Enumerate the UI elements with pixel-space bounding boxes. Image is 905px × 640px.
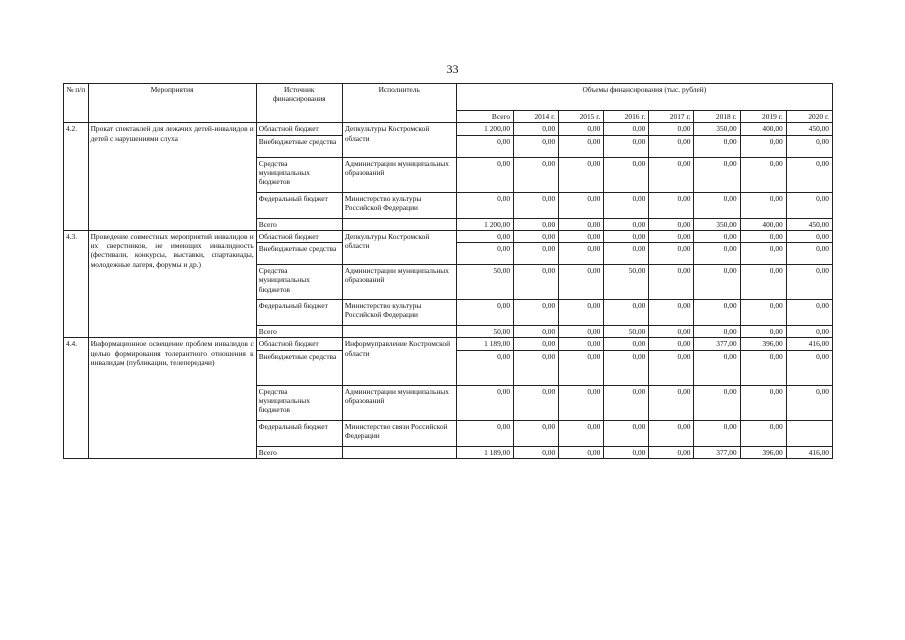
value-year: 450,00 <box>786 218 832 230</box>
value-year: 0,00 <box>740 326 786 338</box>
funding-source: Средства муниципальных бюджетов <box>256 385 342 420</box>
value-year: 50,00 <box>604 326 649 338</box>
value-year: 0,00 <box>649 385 694 420</box>
header-year: 2019 г. <box>740 111 786 123</box>
value-year: 0,00 <box>740 350 786 385</box>
value-year: 350,00 <box>694 218 740 230</box>
value-year: 0,00 <box>559 350 604 385</box>
funding-source: Областной бюджет <box>256 338 342 350</box>
funding-source: Средства муниципальных бюджетов <box>256 157 342 192</box>
section-event: Информационное освещение проблем инвалидов с целью формирования толерантного отношения к инвалидам (публикации, телепередачи) <box>88 338 256 459</box>
funding-source: Федеральный бюджет <box>256 300 342 326</box>
value-year: 377,00 <box>694 338 740 350</box>
header-year: 2017 г. <box>649 111 694 123</box>
value-year: 0,00 <box>514 218 559 230</box>
value-year: 0,00 <box>559 230 604 242</box>
executor: Администрации муниципальных образований <box>342 265 456 300</box>
value-year: 0,00 <box>694 385 740 420</box>
value-total: 0,00 <box>456 135 513 157</box>
value-year: 0,00 <box>514 192 559 218</box>
value-total: 0,00 <box>456 192 513 218</box>
funding-source: Всего <box>256 326 342 338</box>
value-year: 0,00 <box>649 446 694 458</box>
value-total: 50,00 <box>456 265 513 300</box>
value-total: 50,00 <box>456 326 513 338</box>
value-year: 0,00 <box>694 243 740 265</box>
value-year: 0,00 <box>694 420 740 446</box>
value-year: 450,00 <box>786 123 832 135</box>
executor: Министерство связи Российской Федерации <box>342 420 456 446</box>
value-year: 0,00 <box>649 350 694 385</box>
value-year: 0,00 <box>559 300 604 326</box>
value-year: 0,00 <box>786 192 832 218</box>
funding-source: Внебюджетные средства <box>256 135 342 157</box>
value-year: 0,00 <box>649 123 694 135</box>
value-total: 0,00 <box>456 385 513 420</box>
value-year: 0,00 <box>786 326 832 338</box>
value-year: 416,00 <box>786 446 832 458</box>
value-year: 0,00 <box>514 135 559 157</box>
value-year: 0,00 <box>740 420 786 446</box>
executor <box>342 218 456 230</box>
value-year: 0,00 <box>786 350 832 385</box>
executor: Администрации муниципальных образований <box>342 157 456 192</box>
value-year: 0,00 <box>514 385 559 420</box>
value-year: 0,00 <box>604 157 649 192</box>
page-number: 33 <box>446 62 459 76</box>
section-number: 4.2. <box>64 123 89 231</box>
section-number: 4.3. <box>64 230 89 338</box>
funding-source: Средства муниципальных бюджетов <box>256 265 342 300</box>
value-year: 350,00 <box>694 123 740 135</box>
executor <box>342 446 456 458</box>
financing-table <box>63 83 833 459</box>
funding-source: Внебюджетные средства <box>256 350 342 385</box>
value-year: 0,00 <box>694 265 740 300</box>
value-year: 0,00 <box>604 420 649 446</box>
value-year: 0,00 <box>649 157 694 192</box>
value-year: 0,00 <box>740 265 786 300</box>
value-year: 0,00 <box>604 218 649 230</box>
value-year: 0,00 <box>740 300 786 326</box>
value-year: 416,00 <box>786 338 832 350</box>
value-year: 0,00 <box>604 338 649 350</box>
value-year: 0,00 <box>514 350 559 385</box>
value-year: 0,00 <box>559 385 604 420</box>
table-row <box>64 230 833 242</box>
header-year: 2018 г. <box>694 111 740 123</box>
value-total: 1 200,00 <box>456 218 513 230</box>
value-year: 0,00 <box>514 230 559 242</box>
value-year: 0,00 <box>649 230 694 242</box>
executor: Министерство культуры Российской Федерации <box>342 300 456 326</box>
value-year: 0,00 <box>694 192 740 218</box>
value-year: 396,00 <box>740 446 786 458</box>
header-year-total: Всего <box>456 111 513 123</box>
value-year: 0,00 <box>514 446 559 458</box>
funding-source: Федеральный бюджет <box>256 420 342 446</box>
value-year: 0,00 <box>786 265 832 300</box>
value-year: 0,00 <box>694 157 740 192</box>
header-year: 2015 г. <box>559 111 604 123</box>
value-year: 0,00 <box>559 326 604 338</box>
value-year: 0,00 <box>559 338 604 350</box>
value-year: 0,00 <box>786 135 832 157</box>
header-event: Мероприятия <box>88 84 256 123</box>
value-year: 0,00 <box>559 192 604 218</box>
value-total: 1 200,00 <box>456 123 513 135</box>
table-row <box>64 338 833 350</box>
header-year: 2016 г. <box>604 111 649 123</box>
value-year: 0,00 <box>604 385 649 420</box>
value-year: 0,00 <box>786 385 832 420</box>
value-year: 0,00 <box>649 265 694 300</box>
value-year: 0,00 <box>649 300 694 326</box>
value-year: 0,00 <box>694 326 740 338</box>
value-year: 0,00 <box>514 243 559 265</box>
value-year <box>786 420 832 446</box>
section-event: Проведение совместных мероприятий инвалидов и их сверстников, не имеющих инвалидность (фестивали, конкурсы, выставки, спартакиады, молодежные лагеря, форумы и др.) <box>88 230 256 338</box>
funding-source: Областной бюджет <box>256 123 342 135</box>
value-total: 0,00 <box>456 300 513 326</box>
value-year: 0,00 <box>649 338 694 350</box>
value-year: 0,00 <box>559 420 604 446</box>
value-year: 0,00 <box>604 243 649 265</box>
executor: Администрации муниципальных образований <box>342 385 456 420</box>
section-event: Прокат спектаклей для лежачих детей-инвалидов и детей с нарушениями слуха <box>88 123 256 231</box>
value-year: 0,00 <box>786 230 832 242</box>
executor: Депкультуры Костромской области <box>342 230 456 264</box>
value-year: 0,00 <box>559 123 604 135</box>
value-year: 0,00 <box>604 135 649 157</box>
value-year: 0,00 <box>559 265 604 300</box>
value-total: 1 189,00 <box>456 338 513 350</box>
value-total: 1 189,00 <box>456 446 513 458</box>
value-year: 0,00 <box>559 243 604 265</box>
executor <box>342 326 456 338</box>
value-year: 377,00 <box>694 446 740 458</box>
value-year: 0,00 <box>694 135 740 157</box>
value-year: 0,00 <box>514 265 559 300</box>
value-year: 0,00 <box>559 135 604 157</box>
value-year: 0,00 <box>649 326 694 338</box>
value-year: 0,00 <box>514 157 559 192</box>
value-year: 0,00 <box>604 230 649 242</box>
header-executor: Исполнитель <box>342 84 456 123</box>
value-year: 0,00 <box>559 157 604 192</box>
header-volumes: Объемы финансирования (тыс. рублей) <box>456 84 832 111</box>
header-num: № п/п <box>64 84 89 123</box>
funding-source: Всего <box>256 218 342 230</box>
value-year: 0,00 <box>649 243 694 265</box>
value-total: 0,00 <box>456 157 513 192</box>
header-year: 2020 г. <box>786 111 832 123</box>
value-year: 0,00 <box>559 446 604 458</box>
executor: Министерство культуры Российской Федерации <box>342 192 456 218</box>
value-year: 0,00 <box>694 300 740 326</box>
value-year: 0,00 <box>604 446 649 458</box>
value-year: 0,00 <box>649 135 694 157</box>
value-year: 0,00 <box>694 350 740 385</box>
header-row <box>64 84 833 111</box>
value-year: 0,00 <box>649 420 694 446</box>
value-year: 396,00 <box>740 338 786 350</box>
table-row <box>64 123 833 135</box>
value-total: 0,00 <box>456 420 513 446</box>
value-year: 0,00 <box>559 218 604 230</box>
value-year: 0,00 <box>740 135 786 157</box>
value-year: 0,00 <box>740 243 786 265</box>
value-year: 0,00 <box>786 243 832 265</box>
value-year: 0,00 <box>604 300 649 326</box>
value-total: 0,00 <box>456 243 513 265</box>
value-year: 0,00 <box>649 192 694 218</box>
section-number: 4.4. <box>64 338 89 459</box>
funding-source: Всего <box>256 446 342 458</box>
value-year: 0,00 <box>514 123 559 135</box>
value-total: 0,00 <box>456 350 513 385</box>
value-year: 0,00 <box>514 326 559 338</box>
value-year: 0,00 <box>694 230 740 242</box>
value-year: 0,00 <box>740 230 786 242</box>
value-year: 0,00 <box>786 157 832 192</box>
value-year: 0,00 <box>649 218 694 230</box>
value-year: 0,00 <box>740 192 786 218</box>
value-year: 0,00 <box>604 350 649 385</box>
funding-source: Внебюджетные средства <box>256 243 342 265</box>
funding-source: Областной бюджет <box>256 230 342 242</box>
value-year: 0,00 <box>786 300 832 326</box>
executor: Информуправление Костромской области <box>342 338 456 385</box>
executor: Депкультуры Костромской области <box>342 123 456 157</box>
funding-source: Федеральный бюджет <box>256 192 342 218</box>
value-year: 0,00 <box>740 385 786 420</box>
value-year: 0,00 <box>514 300 559 326</box>
value-year: 0,00 <box>604 123 649 135</box>
value-year: 0,00 <box>514 338 559 350</box>
value-year: 50,00 <box>604 265 649 300</box>
value-year: 0,00 <box>514 420 559 446</box>
value-year: 0,00 <box>604 192 649 218</box>
value-year: 0,00 <box>740 157 786 192</box>
value-year: 400,00 <box>740 218 786 230</box>
value-year: 400,00 <box>740 123 786 135</box>
header-source: Источник финансирования <box>256 84 342 123</box>
value-total: 0,00 <box>456 230 513 242</box>
header-year: 2014 г. <box>514 111 559 123</box>
